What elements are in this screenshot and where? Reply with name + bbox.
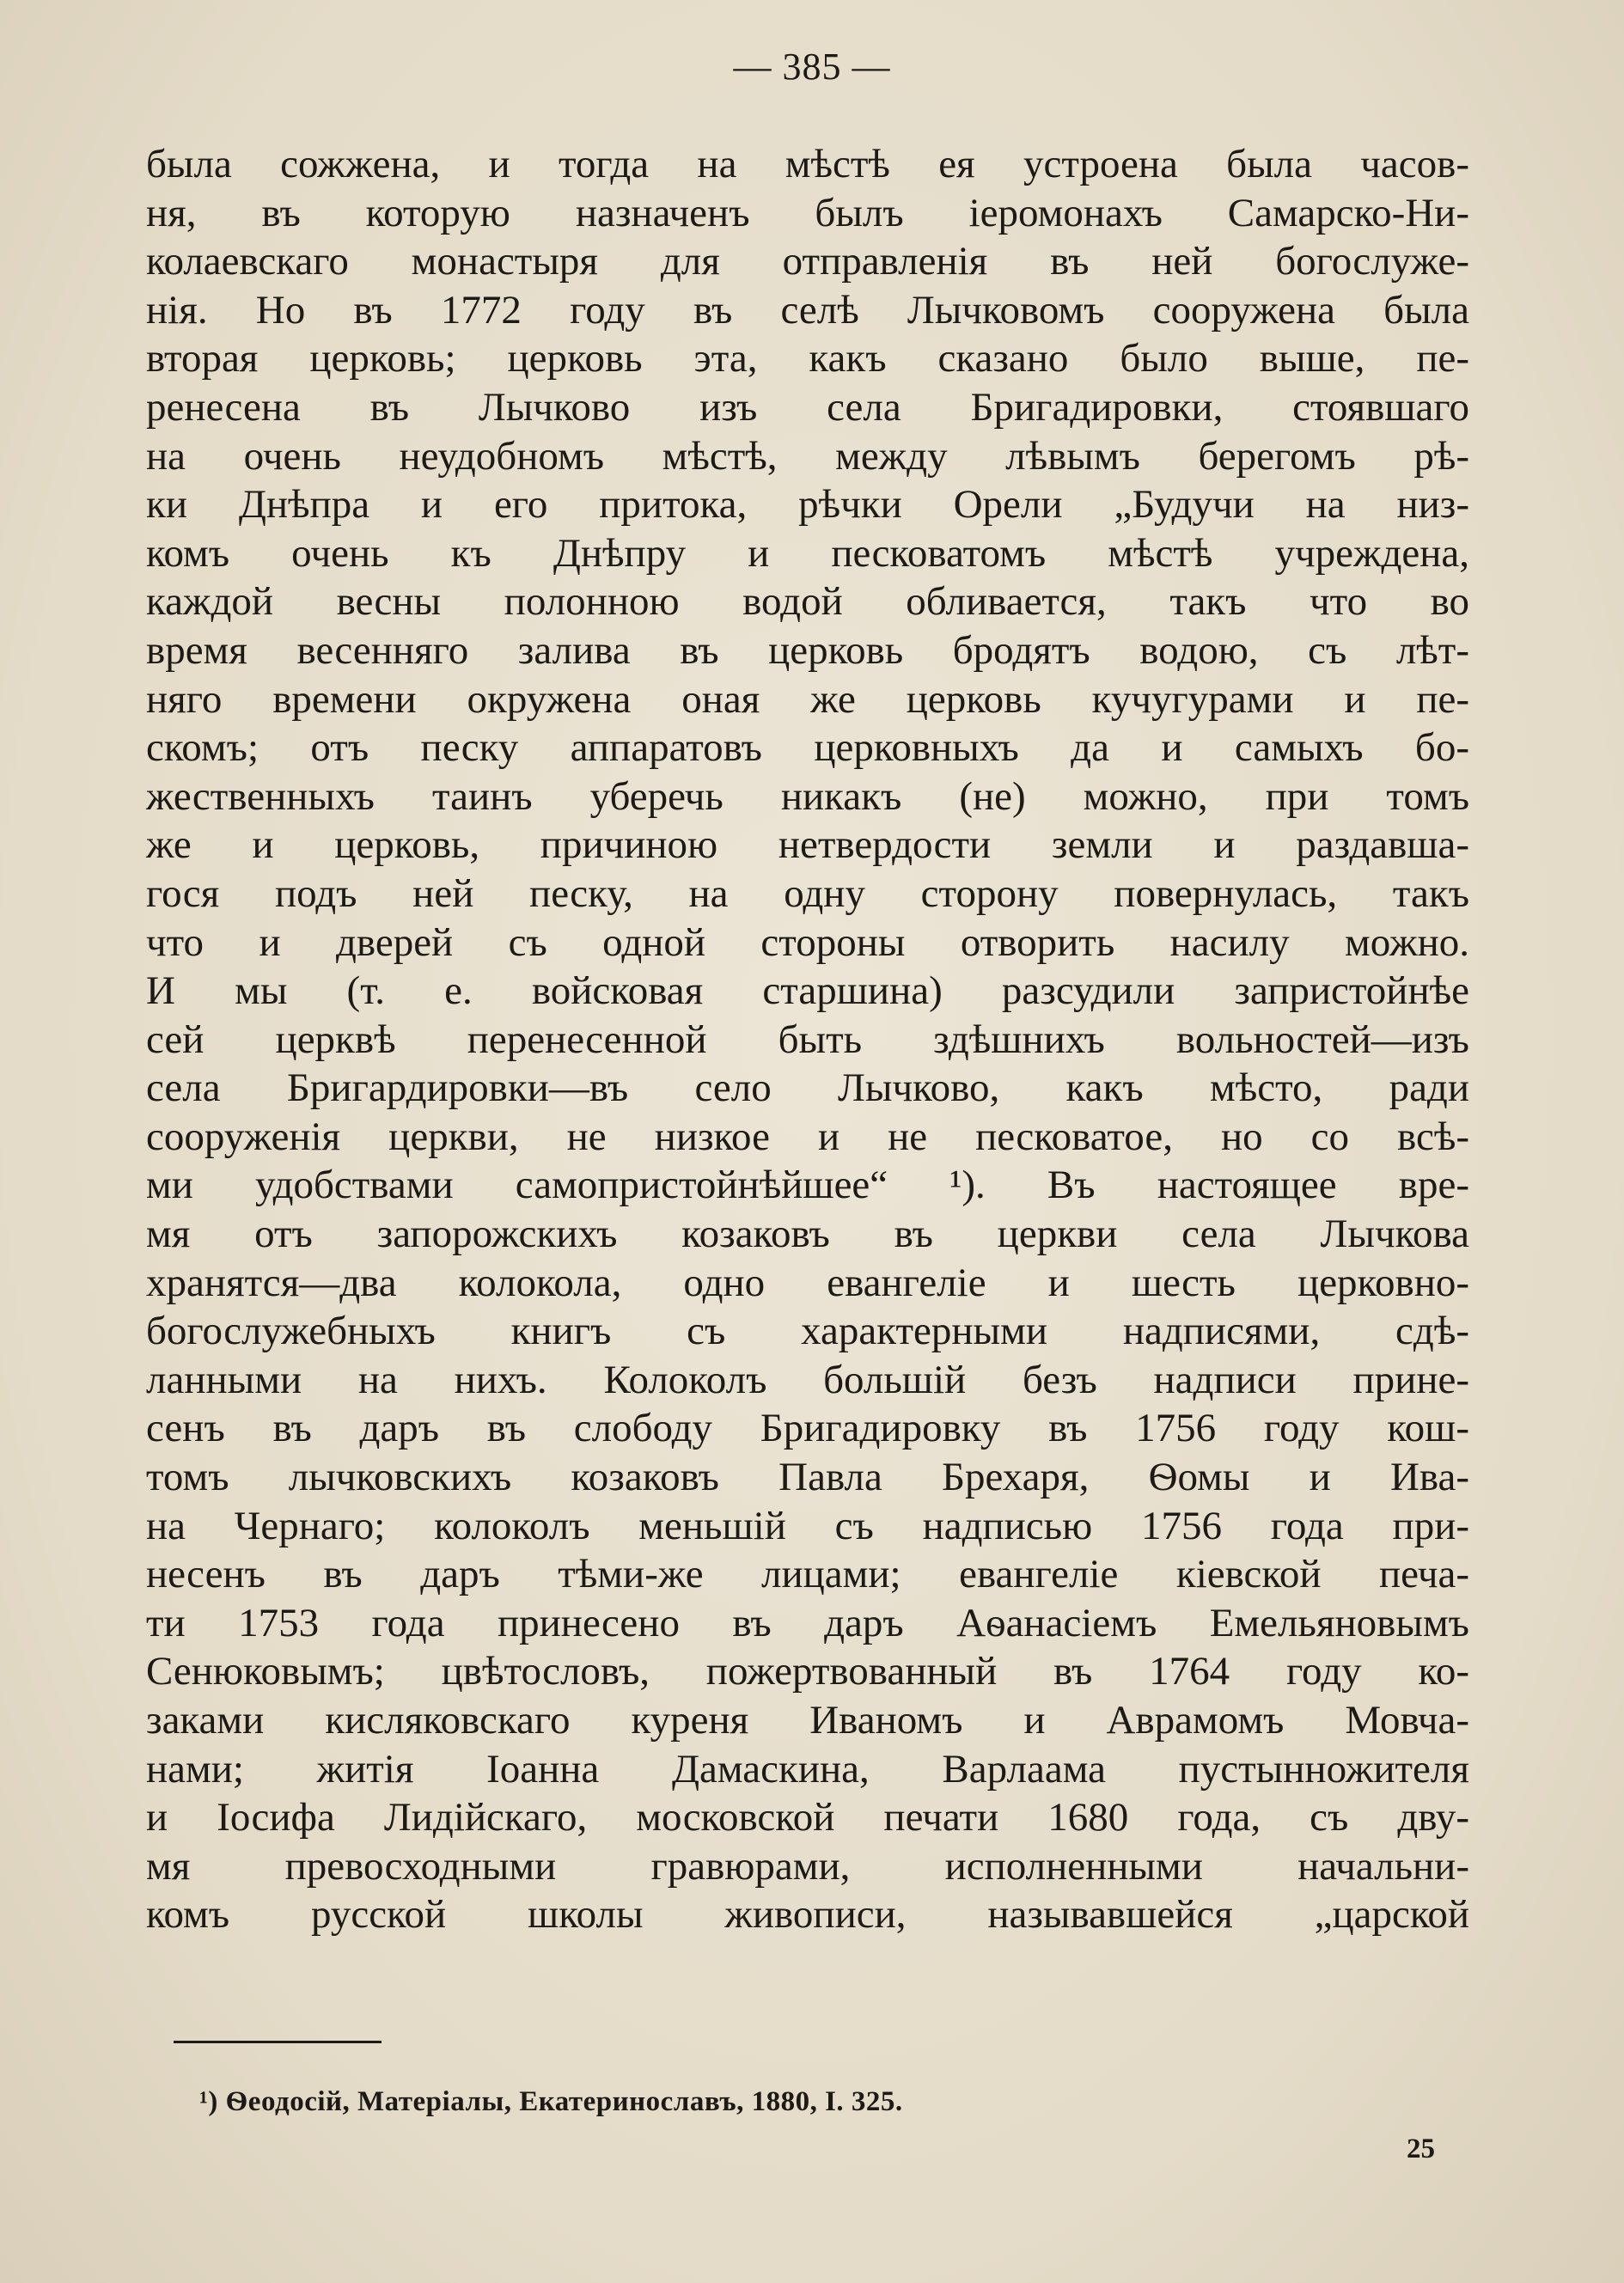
- body-text: [146, 140, 1469, 1939]
- text-line: же и церковь, причиною нетвердости земли и раздавша-: [146, 822, 1469, 868]
- text-line: каждой весны полонною водой обливается, такъ что во: [146, 579, 1469, 625]
- text-line: комъ очень къ Днѣпру и песковатомъ мѣстѣ учреждена,: [146, 530, 1469, 576]
- text-line: ми удобствами самопристойнѣйшее“ ¹). Въ настоящее вре-: [146, 1163, 1469, 1208]
- text-line: богослужебныхъ книгъ съ характерными надписями, сдѣ-: [146, 1309, 1469, 1354]
- text-line: жественныхъ таинъ уберечь никакъ (не) можно, при томъ: [146, 773, 1469, 819]
- text-line: что и дверей съ одной стороны отворить насилу можно.: [146, 919, 1469, 965]
- signature-mark: 25: [1407, 2133, 1435, 2164]
- text-line: мя превосходными гравюрами, исполненными начальни-: [146, 1843, 1469, 1889]
- text-line: гося подъ ней песку, на одну сторону повернулась, такъ: [146, 870, 1469, 916]
- text-line: няго времени окружена оная же церковь кучугурами и пе-: [146, 676, 1469, 722]
- text-line: И мы (т. е. войсковая старшина) разсудили запристойнѣе: [146, 968, 1469, 1014]
- text-line: на Чернаго; колоколъ меньшій съ надписью 1756 года при-: [146, 1503, 1469, 1548]
- text-line: ланными на нихъ. Колоколъ большій безъ надписи прине-: [146, 1357, 1469, 1402]
- text-line: скомъ; отъ песку аппаратовъ церковныхъ да и самыхъ бо-: [146, 725, 1469, 771]
- footnote-divider: [174, 2041, 382, 2043]
- text-line: ки Днѣпра и его притока, рѣчки Орели „Будучи на низ-: [146, 482, 1469, 528]
- text-line: на очень неудобномъ мѣстѣ, между лѣвымъ берегомъ рѣ-: [146, 433, 1469, 479]
- text-line: вторая церковь; церковь эта, какъ сказано было выше, пе-: [146, 336, 1469, 382]
- text-line: ренесена въ Лычково изъ села Бригадировки, стоявшаго: [146, 384, 1469, 430]
- text-line: колаевскаго монастыря для отправленія въ ней богослуже-: [146, 239, 1469, 284]
- text-line: нами; житія Іоанна Дамаскина, Варлаама пустынножителя: [146, 1746, 1469, 1792]
- text-line: ти 1753 года принесено въ даръ Аѳанасіемъ Емельяновымъ: [146, 1600, 1469, 1645]
- text-line: и Іосифа Лидійскаго, московской печати 1680 года, съ дву-: [146, 1795, 1469, 1840]
- text-line: комъ русской школы живописи, называвшейся „царской: [146, 1892, 1469, 1938]
- text-line: Сенюковымъ; цвѣтословъ, пожертвованный въ 1764 году ко-: [146, 1649, 1469, 1694]
- text-line: заками кисляковскаго куреня Иваномъ и Аврамомъ Мовча-: [146, 1698, 1469, 1743]
- text-line: томъ лычковскихъ козаковъ Павла Брехаря, Ѳомы и Ива-: [146, 1455, 1469, 1500]
- text-line: сооруженія церкви, не низкое и не песковатое, но со всѣ-: [146, 1114, 1469, 1159]
- text-line: ня, въ которую назначенъ былъ іеромонахъ Самарско-Ни-: [146, 190, 1469, 235]
- text-line: время весенняго залива въ церковь бродятъ водою, съ лѣт-: [146, 627, 1469, 673]
- text-line: была сожжена, и тогда на мѣстѣ ея устроена была часов-: [146, 142, 1469, 186]
- text-line: мя отъ запорожскихъ козаковъ въ церкви села Лычкова: [146, 1212, 1469, 1257]
- text-line: нія. Но въ 1772 году въ селѣ Лычковомъ сооружена была: [146, 287, 1469, 333]
- text-line: хранятся—два колокола, одно евангеліе и шесть церковно-: [146, 1260, 1469, 1305]
- footnote: ¹) Ѳеодосій, Матеріалы, Екатеринославъ, 1880, I. 325.: [199, 2086, 903, 2117]
- text-line: несенъ въ даръ тѣми-же лицами; евангеліе кіевской печа-: [146, 1552, 1469, 1597]
- text-line: сенъ въ даръ въ слободу Бригадировку въ 1756 году кош-: [146, 1406, 1469, 1451]
- page-number: — 385 —: [733, 46, 891, 88]
- text-line: сей церквѣ перенесенной быть здѣшнихъ вольностей—изъ: [146, 1016, 1469, 1062]
- text-line: села Бригардировки—въ село Лычково, какъ мѣсто, ради: [146, 1065, 1469, 1111]
